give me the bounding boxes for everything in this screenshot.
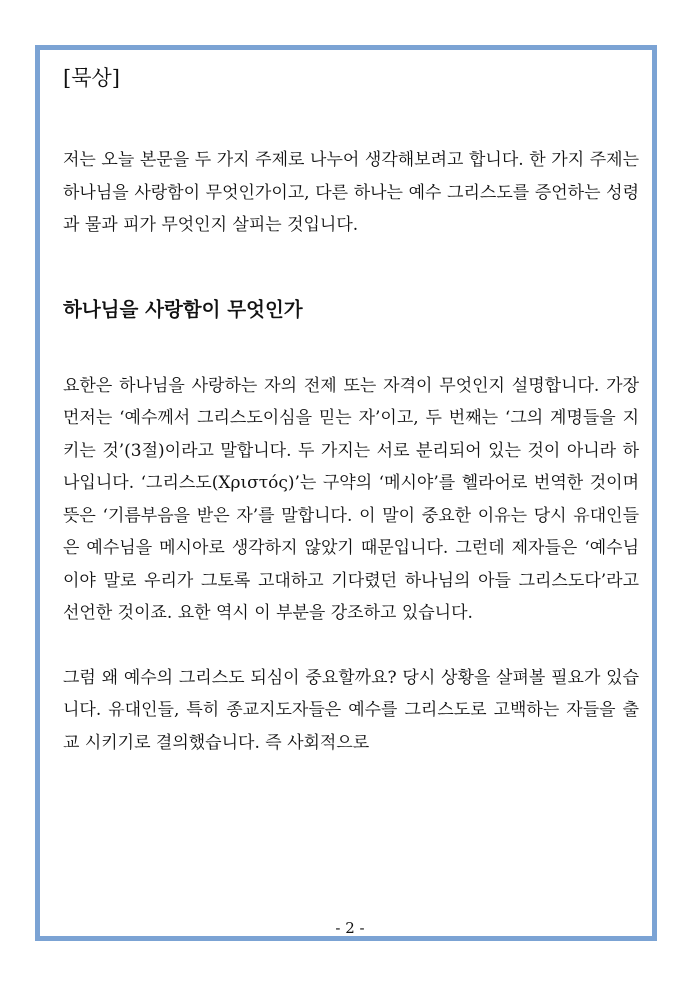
paragraph-intro: 저는 오늘 본문을 두 가지 주제로 나누어 생각해보려고 합니다. 한 가지 주제는 하나님을 사랑함이 무엇인가이고, 다른 하나는 예수 그리스도를 증언하는 성령과 물과 피가 무엇인지 살피는 것입니다. [63,150,639,235]
document-body [63,58,639,759]
paragraph-body-2: 그럼 왜 예수의 그리스도 되심이 중요할까요? 당시 상황을 살펴볼 필요가 있습니다. 유대인들, 특히 종교지도자들은 예수를 그리스도로 고백하는 자들을 출교 시키기로 결의했습니다. 즉 사회적으로 [63,667,639,753]
section-heading: 하나님을 사랑함이 무엇인가 [63,297,303,321]
paragraph-body-1: 요한은 하나님을 사랑하는 자의 전제 또는 자격이 무엇인지 설명합니다. 가장 먼저는 ‘예수께서 그리스도이심을 믿는 자’이고, 두 번째는 ‘그의 계명들을 지키는 것’(3절)이라고 말합니다. 두 가지는 서로 분리되어 있는 것이 아니라 하나입니다. ‘그리스도(Χριστός)’는 구약의 ‘메시야’를 헬라어로 번역한 것이며 뜻은 ‘기름부음을 받은 자’를 말합니다. 이 말이 중요한 이유는 당시 유대인들은 예수님을 메시아로 생각하지 않았기 때문입니다. 그런데 제자들은 ‘예수님이야 말로 우리가 그토록 고대하고 기다렸던 하나님의 아들 그리스도다’라고 선언한 것이죠. 요한 역시 이 부분을 강조하고 있습니다. [63,375,639,623]
section-label: [묵상] [63,66,120,90]
page-number: - 2 - [335,919,365,937]
